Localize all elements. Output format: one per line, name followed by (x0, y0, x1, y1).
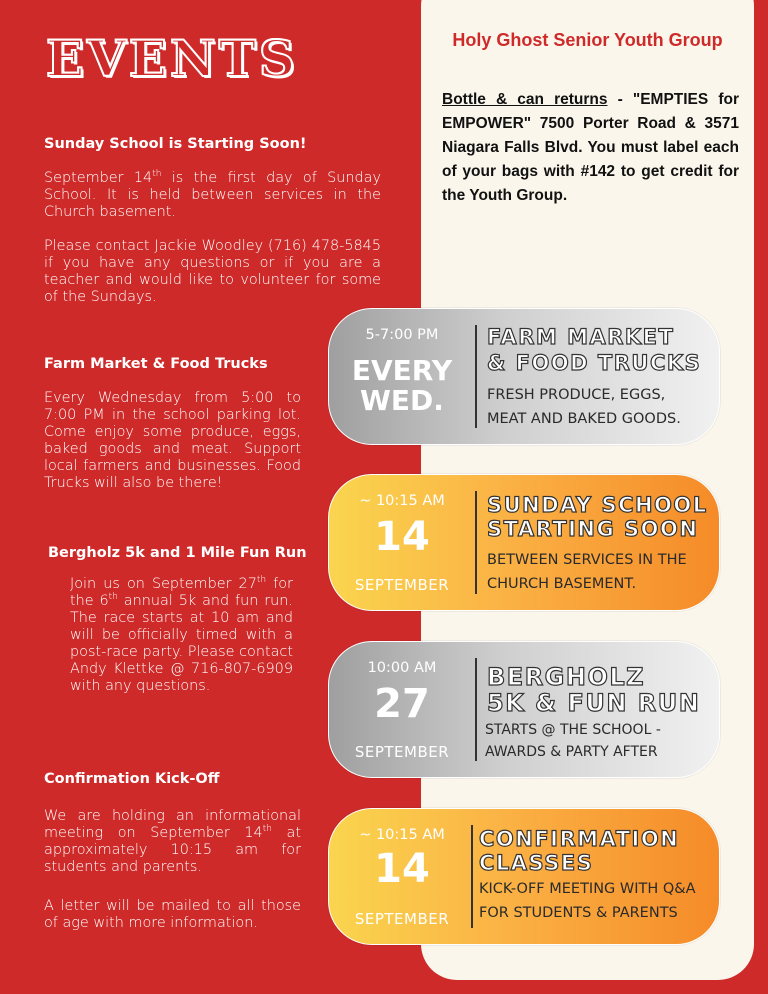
event-card-farm-market (328, 308, 720, 445)
event-desc-line1: KICK-OFF MEETING WITH Q&A (479, 881, 696, 897)
event-card-confirmation (328, 808, 720, 945)
farm-market-heading: Farm Market & Food Trucks (44, 356, 268, 372)
event-title-line1: FARM MARKET (487, 325, 675, 349)
sunday-school-contact: Please contact Jackie Woodley (716) 478-5845 if you have any questions or if you are a teacher and would like to volunteer for some of the Sundays. (44, 238, 381, 305)
event-day-line2: WED. (360, 384, 444, 417)
card-divider (475, 491, 477, 594)
event-title-line2: 5K & FUN RUN (487, 689, 701, 717)
event-title-line1: SUNDAY SCHOOL (487, 493, 708, 517)
event-month: SEPTEMBER (354, 743, 450, 761)
event-month: SEPTEMBER (354, 910, 450, 928)
event-time: 5-7:00 PM (365, 327, 439, 343)
sunday-school-paragraph: September 14th is the first day of Sunday School. It is held between services in the Church basement. (44, 169, 381, 220)
confirmation-letter: A letter will be mailed to all those of age with more information. (44, 898, 301, 931)
event-title-line2: & FOOD TRUCKS (487, 351, 702, 375)
returns-notice: Bottle & can returns - "EMPTIES for EMPOWER" 7500 Porter Road & 3571 Niagara Falls Blvd. You must label each of your bags with #142 to get credit for the Youth Group. (442, 91, 739, 204)
event-desc-line2: CHURCH BASEMENT. (487, 576, 637, 592)
event-title-line1: CONFIRMATION (479, 827, 680, 851)
confirmation-heading: Confirmation Kick-Off (44, 771, 220, 787)
event-day: 14 (374, 846, 430, 892)
event-desc-line2: MEAT AND BAKED GOODS. (487, 411, 681, 427)
event-title-line1: BERGHOLZ (487, 663, 646, 691)
card-divider (475, 325, 477, 428)
event-day: 27 (374, 681, 430, 727)
event-desc-line2: AWARDS & PARTY AFTER (485, 744, 658, 760)
event-desc-line1: STARTS @ THE SCHOOL - (485, 722, 661, 738)
fun-run-paragraph: Join us on September 27th for the 6th annual 5k and fun run. The race starts at 10 am and will be officially timed with a post-race party. Please contact Andy Klettke @ 716-807-6909 with any questions. (70, 575, 293, 694)
event-desc-line1: BETWEEN SERVICES IN THE (487, 552, 687, 568)
event-desc-line1: FRESH PRODUCE, EGGS, (487, 387, 666, 403)
event-card-sunday-school (328, 474, 720, 611)
events-title: EVENTS (46, 29, 299, 88)
event-time: ~ 10:15 AM (359, 493, 445, 509)
event-month: SEPTEMBER (354, 576, 450, 594)
event-day: 14 (374, 514, 430, 560)
event-title-line2: CLASSES (479, 851, 594, 875)
event-day-line1: EVERY (351, 354, 453, 387)
group-name: Holy Ghost Senior Youth Group (452, 30, 723, 50)
event-desc-line2: FOR STUDENTS & PARENTS (479, 905, 678, 921)
card-divider (471, 825, 473, 928)
fun-run-heading: Bergholz 5k and 1 Mile Fun Run (48, 545, 307, 561)
card-divider (475, 658, 477, 761)
event-time: 10:00 AM (367, 660, 437, 676)
farm-market-paragraph: Every Wednesday from 5:00 to 7:00 PM in the school parking lot. Come enjoy some produce, eggs, baked goods and meat. Support local farmers and businesses. Food Trucks will also be there! (44, 390, 301, 491)
event-card-bergholz (328, 641, 720, 778)
sunday-school-heading: Sunday School is Starting Soon! (44, 136, 307, 152)
event-time: ~ 10:15 AM (359, 827, 445, 843)
event-title-line2: STARTING SOON (487, 517, 699, 541)
confirmation-paragraph: We are holding an informational meeting on September 14th at approximately 10:15 am for students and parents. (44, 808, 301, 875)
